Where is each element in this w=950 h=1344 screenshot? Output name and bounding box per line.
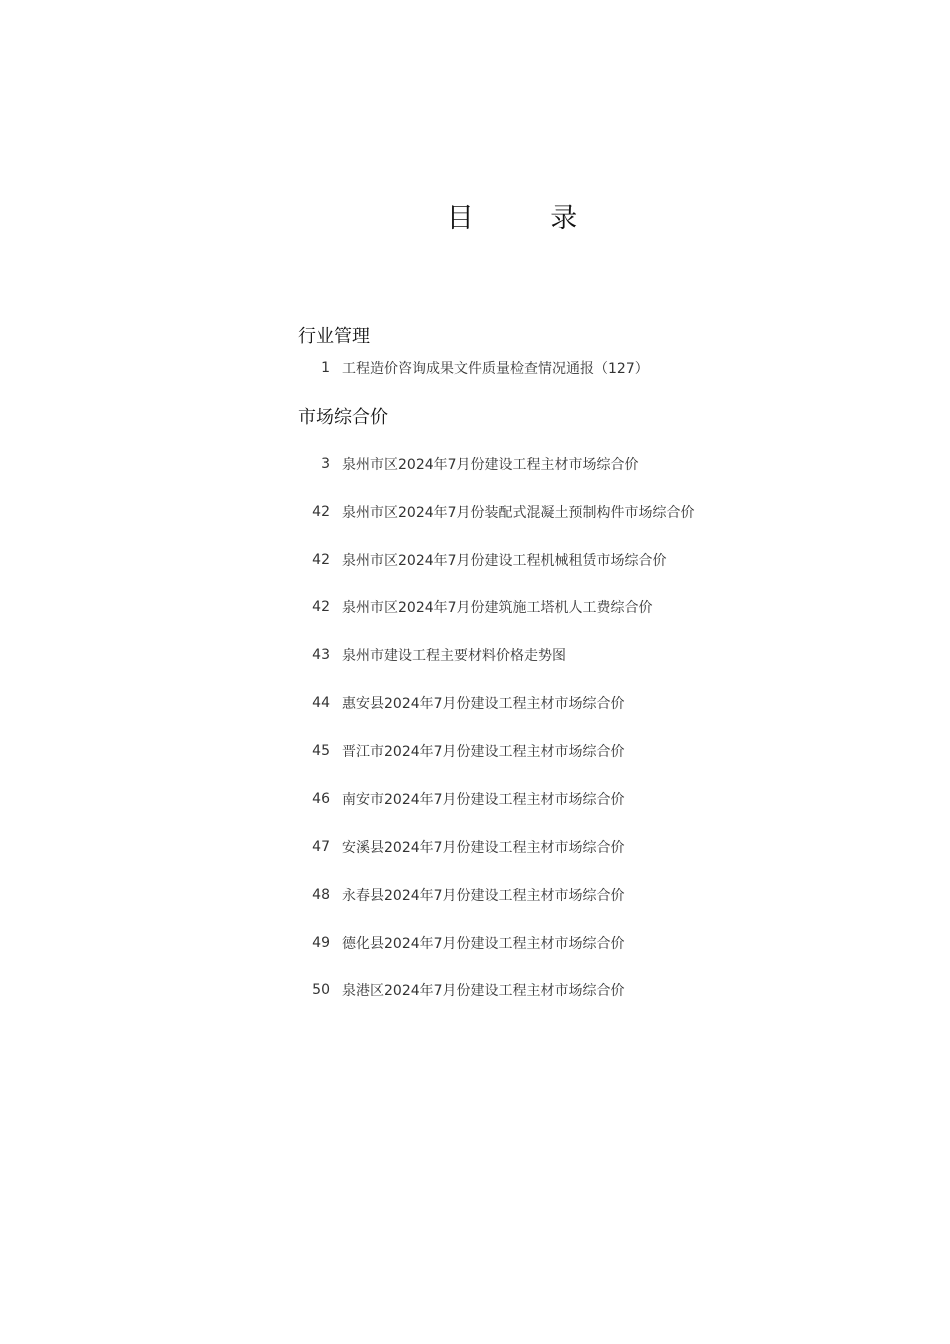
toc-entry-title: 惠安县2024年7月份建设工程主材市场综合价: [342, 696, 625, 712]
toc-entry[interactable]: [300, 884, 625, 906]
toc-entry-title: 晋江市2024年7月份建设工程主材市场综合价: [342, 744, 625, 760]
toc-entry-title: 泉州市区2024年7月份装配式混凝土预制构件市场综合价: [342, 505, 695, 521]
toc-entry-title: 德化县2024年7月份建设工程主材市场综合价: [342, 936, 625, 952]
toc-entry-title: 泉州市区2024年7月份建设工程机械租赁市场综合价: [342, 553, 667, 569]
toc-page-number: 43: [312, 647, 330, 663]
toc-entry[interactable]: [300, 932, 625, 954]
toc-entry[interactable]: [300, 549, 667, 571]
toc-entry-title: 南安市2024年7月份建设工程主材市场综合价: [342, 792, 625, 808]
toc-page-number: 42: [312, 504, 330, 520]
toc-entry[interactable]: [300, 979, 625, 1001]
toc-page-number: 50: [312, 982, 330, 998]
toc-page-number: 47: [312, 839, 330, 855]
toc-entry-title: 泉州市区2024年7月份建筑施工塔机人工费综合价: [342, 600, 653, 616]
toc-entry[interactable]: [300, 453, 639, 475]
toc-page-number: 42: [312, 552, 330, 568]
section-heading-industry-management: 行业管理: [298, 326, 370, 347]
toc-page-number: 45: [312, 743, 330, 759]
toc-entry[interactable]: [300, 740, 625, 762]
toc-entry[interactable]: [300, 788, 625, 810]
toc-entry[interactable]: [300, 644, 566, 666]
toc-page-number: 3: [321, 456, 330, 472]
toc-entry-title: 泉州市建设工程主要材料价格走势图: [342, 648, 566, 664]
toc-entry[interactable]: [300, 501, 695, 523]
page-title: 目 录: [446, 203, 612, 234]
toc-entry[interactable]: [300, 596, 653, 618]
toc-page-number: 44: [312, 695, 330, 711]
toc-page-number: 42: [312, 599, 330, 615]
toc-entry[interactable]: [300, 692, 625, 714]
toc-entry[interactable]: [300, 357, 649, 379]
section-heading-market-price: 市场综合价: [298, 407, 388, 428]
toc-page-number: 49: [312, 935, 330, 951]
toc-entry[interactable]: [300, 836, 625, 858]
toc-page-number: 48: [312, 887, 330, 903]
toc-page-number: 1: [321, 360, 330, 376]
toc-entry-title: 工程造价咨询成果文件质量检查情况通报（127）: [342, 361, 649, 377]
toc-entry-title: 永春县2024年7月份建设工程主材市场综合价: [342, 888, 625, 904]
toc-entry-title: 安溪县2024年7月份建设工程主材市场综合价: [342, 840, 625, 856]
toc-entry-title: 泉港区2024年7月份建设工程主材市场综合价: [342, 983, 625, 999]
toc-page-number: 46: [312, 791, 330, 807]
toc-entry-title: 泉州市区2024年7月份建设工程主材市场综合价: [342, 457, 639, 473]
